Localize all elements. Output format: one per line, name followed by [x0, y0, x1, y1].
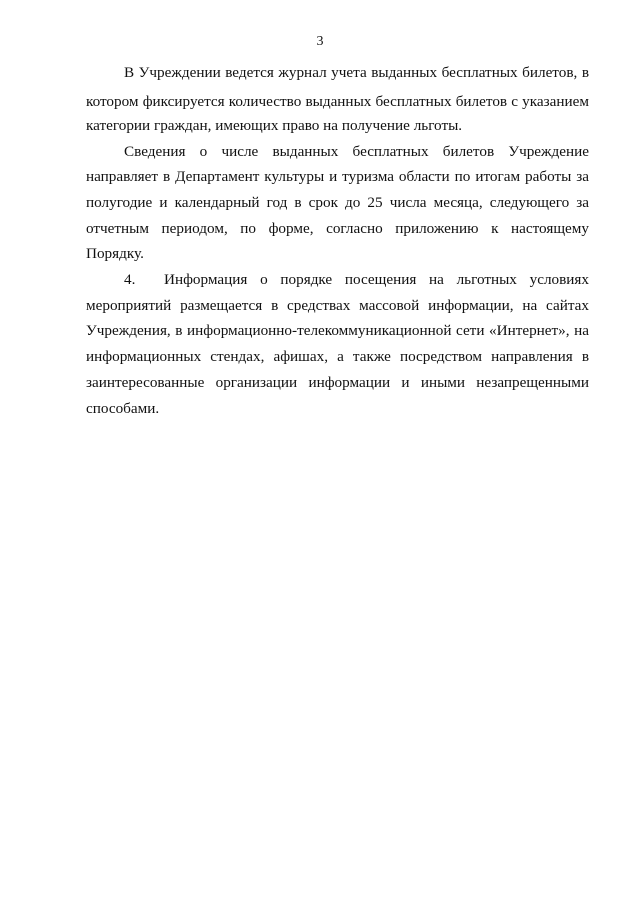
paragraph-2-line-5: Порядку.: [86, 245, 144, 262]
item-number: 4.: [124, 271, 136, 288]
paragraph-1-line-1: В Учреждении ведется журнал учета выданных бесплатных билетов, в: [124, 64, 589, 81]
paragraph-3-line-3: Учреждения, в информационно-телекоммуникационной сети «Интернет», на: [86, 322, 589, 339]
paragraph-3-line-4: информационных стендах, афишах, а также посредством направления в: [86, 348, 589, 365]
paragraph-2-line-2: направляет в Департамент культуры и туризма области по итогам работы за: [86, 168, 589, 185]
paragraph-3-line-1: Информация о порядке посещения на льготных условиях: [164, 271, 589, 288]
page-number: 3: [316, 34, 324, 49]
paragraph-2-line-3: полугодие и календарный год в срок до 25 числа месяца, следующего за: [86, 194, 589, 211]
paragraph-1-line-3: категории граждан, имеющих право на получение льготы.: [86, 117, 463, 134]
paragraph-2-line-1: Сведения о числе выданных бесплатных билетов Учреждение: [124, 143, 589, 160]
paragraph-1-line-2: котором фиксируется количество выданных бесплатных билетов с указанием: [86, 93, 589, 110]
paragraph-2-line-4: отчетным периодом, по форме, согласно приложению к настоящему: [86, 220, 589, 237]
paragraph-3-line-5: заинтересованные организации информации и иными незапрещенными: [86, 374, 589, 391]
paragraph-3-line-2: мероприятий размещается в средствах массовой информации, на сайтах: [86, 297, 589, 314]
paragraph-3-line-6: способами.: [86, 400, 160, 417]
